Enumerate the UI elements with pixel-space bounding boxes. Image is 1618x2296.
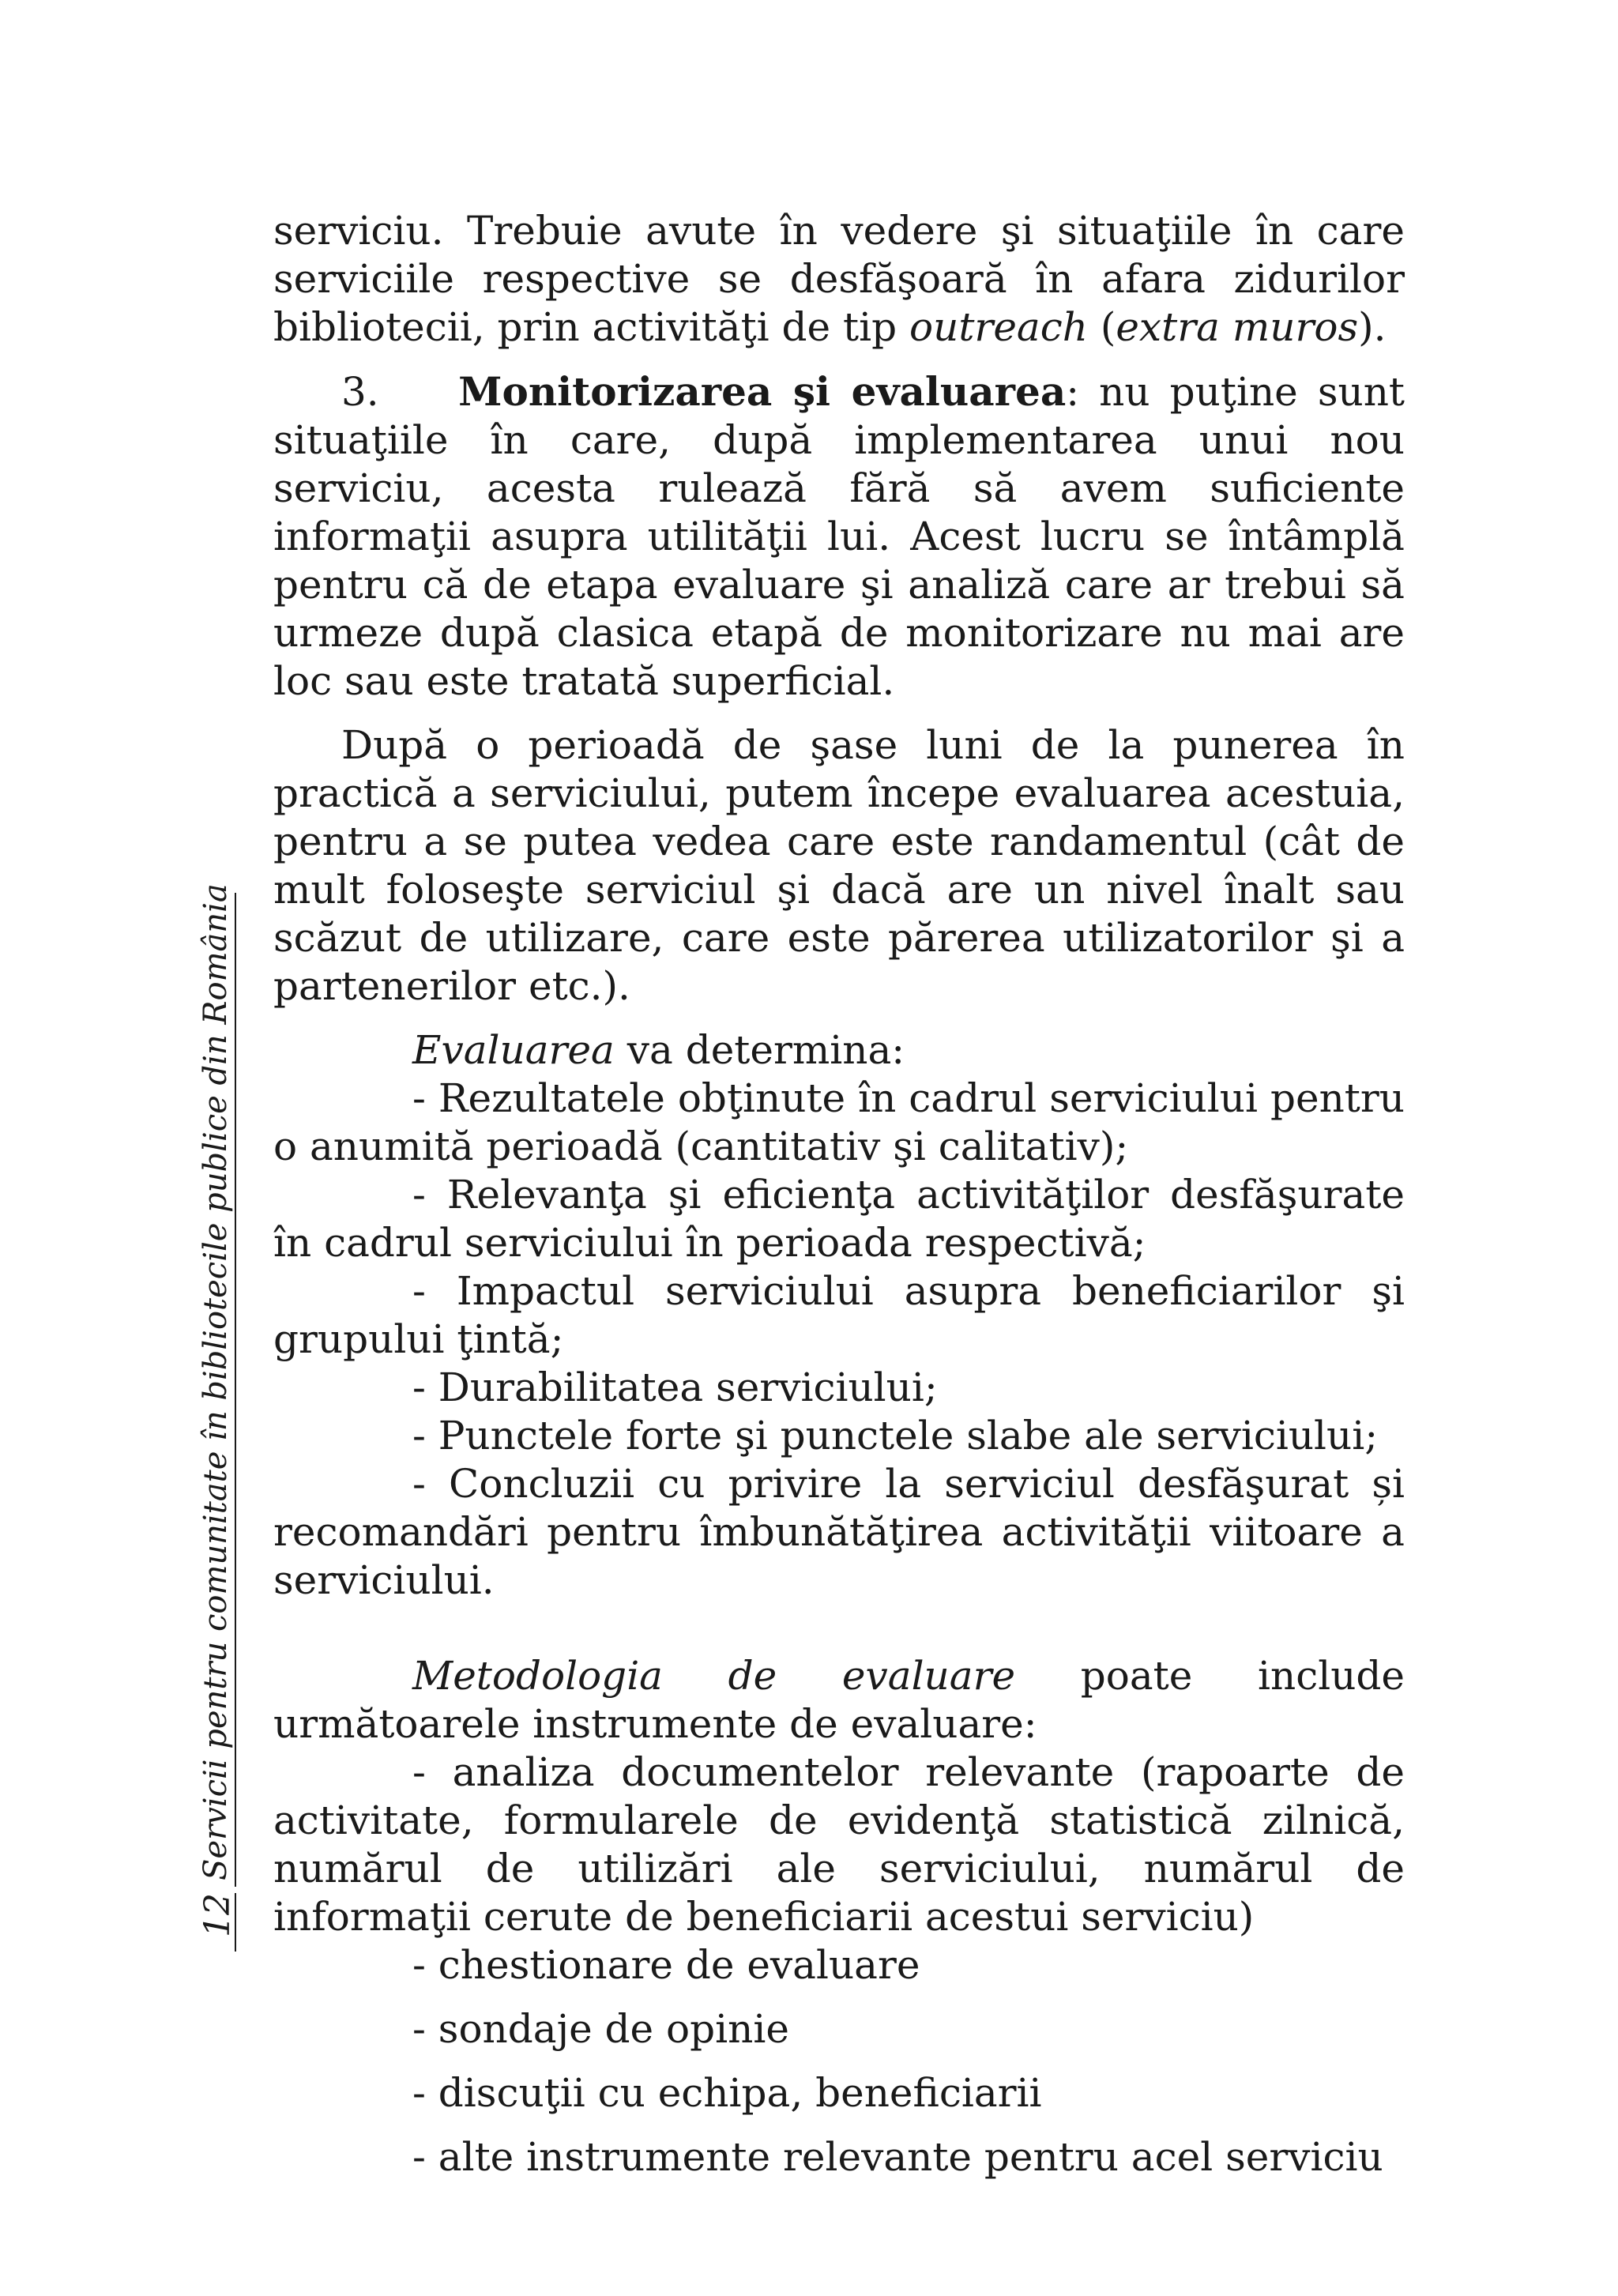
metodologia-intro — [273, 1652, 1405, 1748]
sidebar-rule — [235, 893, 236, 1952]
paragraph-monitorizare — [273, 367, 1405, 706]
list-item: - Impactul serviciului asupra beneficiarilor şi grupului ţintă; — [273, 1268, 1405, 1362]
running-title: Servicii pentru comunitate în bibliotecile publice din România — [198, 883, 234, 1880]
list-item: - discuţii cu echipa, beneficiarii — [412, 2070, 1042, 2116]
list-item: - Punctele forte şi punctele slabe ale serviciului; — [412, 1413, 1379, 1459]
spacer — [273, 1605, 1405, 1652]
paragraph-text: serviciu. Trebuie avute în vedere şi situaţiile în care serviciile respective se desfăşoară în afara zidurilor bibliotecii, prin activităţi de tip — [273, 208, 1405, 350]
list-item: - Concluzii cu privire la serviciul desfăşurat și recomandări pentru îmbunătăţirea activităţii viitoare a serviciului. — [273, 1461, 1405, 1603]
paragraph-evaluare-dupa: După o perioadă de şase luni de la punerea în practică a serviciului, putem începe evaluarea acestuia, pentru a se putea vedea care este randamentul (cât de mult foloseşte serviciul şi dacă are un nivel înalt sau scăzut de utilizare, care este părerea utilizatorilor şi a partenerilor etc.). — [273, 722, 1405, 1009]
list-item: - analiza documentelor relevante (rapoarte de activitate, formularele de evidenţă statistică zilnică, numărul de utilizări ale serviciului, numărul de informaţii cerute de beneficiarii acestui serviciu) — [273, 1749, 1405, 1940]
paragraph-text: poate include următoarele instrumente de evaluare: — [273, 1653, 1405, 1747]
term-evaluarea: Evaluarea — [412, 1027, 615, 1073]
paragraph-text: : nu puţine sunt situaţiile în care, după implementarea unui nou serviciu, acesta rulează fără să avem suficiente informaţii asupra utilităţii lui. Acest lucru se întâmplă pentru că de etapa evaluare şi analiză care ar trebui să urmeze după clasica etapă de monitorizare nu mai are loc sau este tratată superficial. — [273, 369, 1405, 704]
list-item: - Relevanţa şi eficienţa activităţilor desfăşurate în cadrul serviciului în perioada respectivă; — [273, 1172, 1405, 1266]
paragraph-text: va determina: — [614, 1027, 905, 1073]
section-number: 3. — [341, 369, 379, 415]
evaluarea-intro — [273, 1026, 1405, 1075]
term-outreach: outreach — [909, 304, 1088, 350]
list-item: - alte instrumente relevante pentru acel serviciu — [412, 2134, 1383, 2180]
sidebar-rule-break — [231, 1887, 239, 1893]
paragraph-outreach — [273, 207, 1405, 352]
list-item: - sondaje de opinie — [412, 2006, 789, 2052]
paragraph-text: ( — [1087, 304, 1116, 350]
page-number: 12 — [198, 1893, 238, 1937]
section-heading: Monitorizarea şi evaluarea — [458, 368, 1067, 415]
list-item: - Durabilitatea serviciului; — [412, 1364, 938, 1410]
list-item: - chestionare de evaluare — [412, 1942, 920, 1988]
page-body — [273, 207, 1405, 2197]
term-extra-muros: extra muros — [1116, 304, 1359, 350]
list-item: - Rezultatele obţinute în cadrul serviciului pentru o anumită perioadă (cantitativ şi calitativ); — [273, 1075, 1405, 1169]
paragraph-text: ). — [1358, 304, 1387, 350]
term-metodologia: Metodologia de evaluare — [412, 1653, 1016, 1699]
